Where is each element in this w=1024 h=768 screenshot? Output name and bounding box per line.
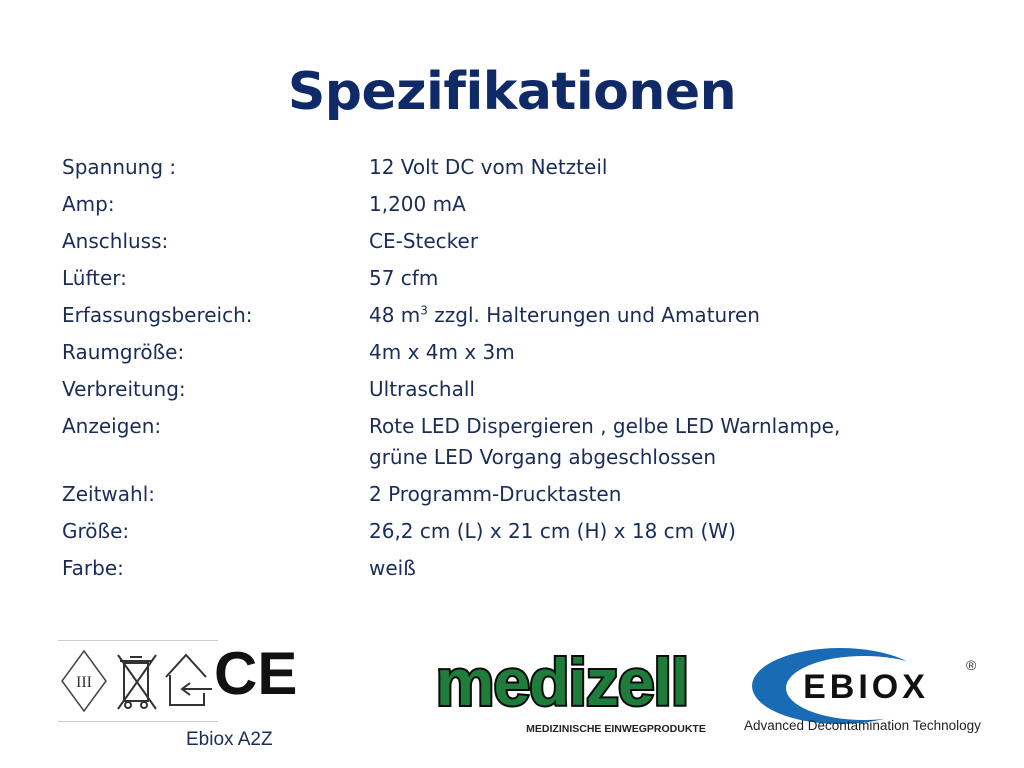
spec-row: [62, 300, 962, 331]
spec-table: [62, 152, 962, 590]
product-caption: Ebiox A2Z: [186, 729, 273, 750]
medizell-logo-svg: [424, 645, 706, 739]
spec-row: [62, 479, 962, 510]
certification-icons: [58, 640, 218, 722]
class-three-icon: [62, 651, 106, 711]
spec-row: [62, 411, 962, 473]
ce-mark-icon: [214, 638, 298, 707]
spec-value: 4m x 4m x 3m: [369, 340, 515, 364]
spec-row: [62, 189, 962, 220]
ebiox-logo: [744, 640, 994, 745]
spec-label: Größe:: [62, 519, 130, 543]
spec-label: Amp:: [62, 192, 115, 216]
superscript: 3: [420, 303, 428, 318]
spec-value: 2 Programm-Drucktasten: [369, 482, 622, 506]
spec-value: [369, 300, 962, 331]
ce-mark-svg: [214, 638, 298, 707]
spec-value: 57 cfm: [369, 266, 439, 290]
registered-mark: ®: [966, 657, 977, 673]
spec-value: weiß: [369, 556, 416, 580]
spec-value: 26,2 cm (L) x 21 cm (H) x 18 cm (W): [369, 519, 736, 543]
spec-value: [369, 411, 962, 473]
ebiox-tagline: Advanced Decontamination Technology: [744, 718, 981, 733]
spec-row: [62, 226, 962, 257]
spec-row: [62, 337, 962, 368]
indoor-use-icon: [166, 655, 212, 705]
spec-row: [62, 553, 962, 584]
class-three-label: III: [76, 674, 92, 691]
medizell-logo: [424, 645, 706, 744]
spec-label: Anzeigen:: [62, 414, 162, 438]
spec-value: Ultraschall: [369, 377, 475, 401]
certification-icons-svg: [58, 641, 218, 721]
spec-value-part: zzgl. Halterungen und Amaturen: [427, 303, 760, 327]
spec-label: Verbreitung:: [62, 377, 186, 401]
spec-label: Spannung :: [62, 155, 177, 179]
spec-label: Erfassungsbereich:: [62, 303, 253, 327]
ce-mark-label: CE: [214, 640, 298, 707]
spec-value-part: 48 m: [369, 303, 421, 327]
spec-label: Farbe:: [62, 556, 124, 580]
medizell-tagline: MEDIZINISCHE EINWEGPRODUKTE: [526, 723, 706, 735]
spec-label: Lüfter:: [62, 266, 127, 290]
spec-value: CE-Stecker: [369, 229, 479, 253]
spec-row: [62, 263, 962, 294]
spec-value-line: grüne LED Vorgang abgeschlossen: [369, 445, 717, 469]
ebiox-logo-svg: [744, 640, 994, 740]
spec-row: [62, 374, 962, 405]
ebiox-wordmark: EBIOX: [803, 668, 929, 706]
weee-bin-icon: [118, 655, 156, 709]
spec-value-line: Rote LED Dispergieren , gelbe LED Warnlampe,: [369, 414, 841, 438]
medizell-wordmark: medizell: [435, 645, 689, 719]
spec-label: Anschluss:: [62, 229, 169, 253]
spec-value: 1,200 mA: [369, 192, 466, 216]
slide-title: Spezifikationen: [287, 62, 737, 122]
spec-label: Raumgröße:: [62, 340, 185, 364]
spec-label: Zeitwahl:: [62, 482, 155, 506]
spec-row: [62, 152, 962, 183]
spec-row: [62, 516, 962, 547]
spec-value: 12 Volt DC vom Netzteil: [369, 155, 608, 179]
